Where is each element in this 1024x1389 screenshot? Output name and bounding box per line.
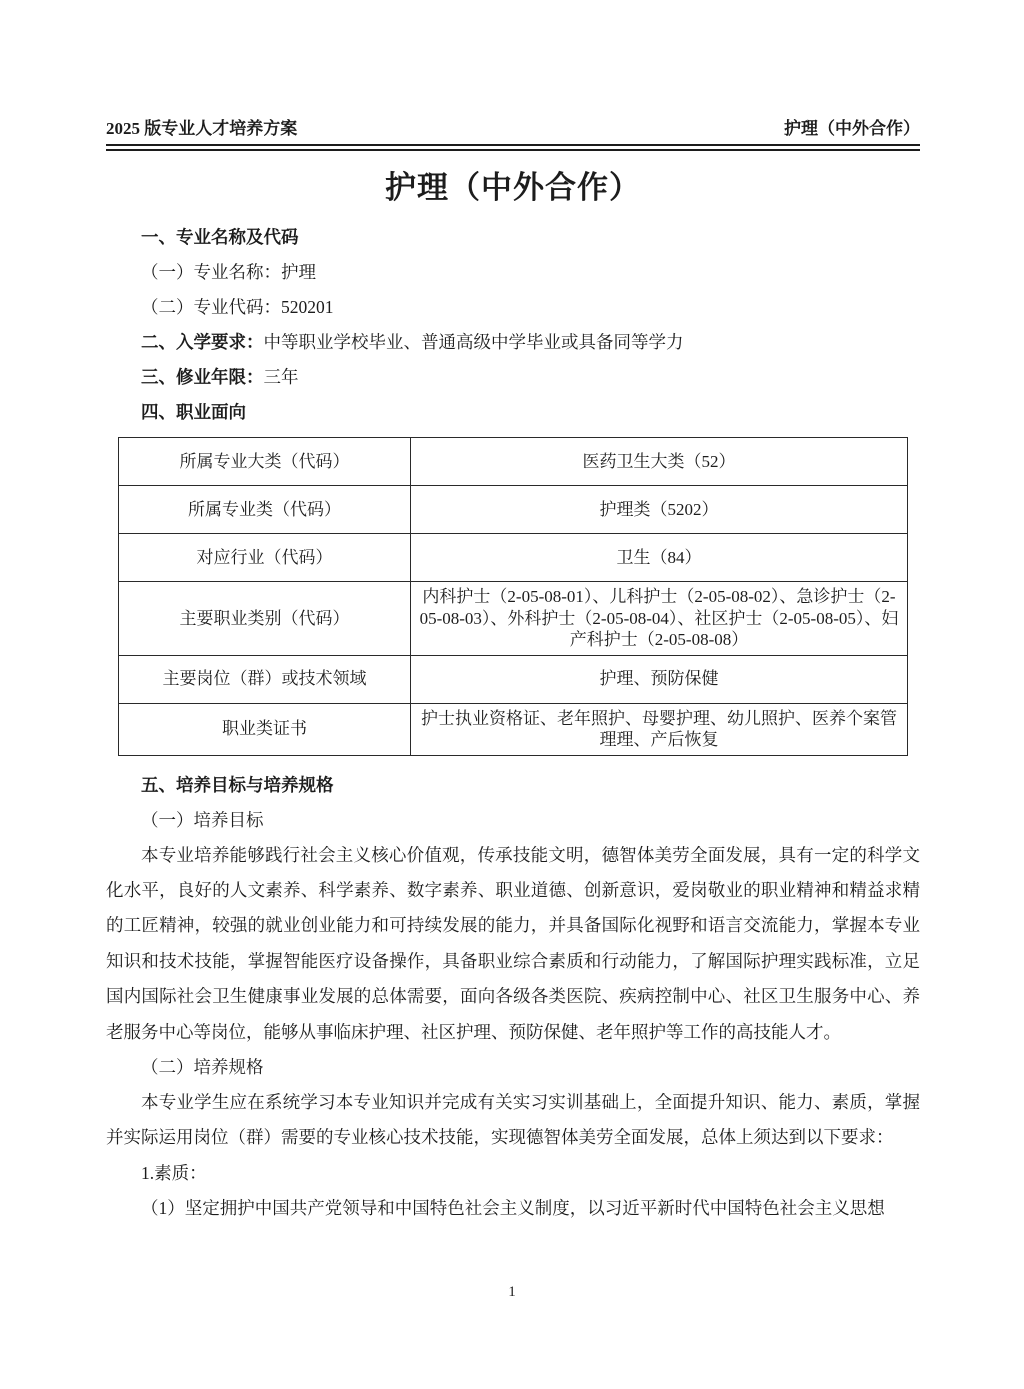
section-1-item-2: （二）专业代码：520201 [141,297,334,317]
section-3-label: 三、修业年限： [141,367,264,387]
table-row [119,534,908,582]
page-header [106,118,920,139]
table-row [119,703,908,755]
table-row-value: 卫生（84） [411,534,908,582]
section-3-text: 三年 [263,367,299,387]
section-3-line [106,360,920,395]
section-1-heading: 一、专业名称及代码 [141,227,299,247]
table-row [119,438,908,486]
section-2-text: 中等职业学校毕业、普通高级中学毕业或具备同等学力 [263,332,684,352]
table-row-label: 对应行业（代码） [119,534,411,582]
table-row-label: 职业类证书 [119,703,411,755]
page-number: 1 [508,1284,516,1300]
quality-heading: 1.素质： [141,1162,207,1183]
page-title: 护理（中外合作） [385,170,641,205]
training-spec-paragraph: 本专业学生应在系统学习本专业知识并完成有关实习实训基础上，全面提升知识、能力、素质，掌握并实际运用岗位（群）需要的专业核心技术技能，实现德智体美劳全面发展，总体上须达到以下要求： [106,1091,920,1148]
career-orientation-table [118,437,908,756]
table-row-value: 内科护士（2-05-08-01）、儿科护士（2-05-08-02）、急诊护士（2-05-08-03）、外科护士（2-05-08-04）、社区护士（2-05-08-05）、妇产科护士（2-05-08-08） [411,582,908,656]
table-row [119,655,908,703]
table-row-value: 护理类（5202） [411,486,908,534]
header-rule [106,144,920,151]
table-row-label: 所属专业大类（代码） [119,438,411,486]
section-1-item-1: （一）专业名称：护理 [141,262,316,282]
section-5 [106,768,920,1226]
table-row [119,582,908,656]
section-5-sub-1: （一）培养目标 [141,809,264,830]
table-row-label: 主要岗位（群）或技术领域 [119,655,411,703]
section-5-heading: 五、培养目标与培养规格 [141,774,334,795]
section-5-sub-2: （二）培养规格 [141,1056,264,1077]
table-row-value: 护士执业资格证、老年照护、母婴护理、幼儿照护、医养个案管理理、产后恢复 [411,703,908,755]
header-left-text: 2025 版专业人才培养方案 [106,119,298,138]
table-row-value: 护理、预防保健 [411,655,908,703]
section-2-line [106,325,920,360]
table-row [119,486,908,534]
table-row-label: 所属专业类（代码） [119,486,411,534]
quality-item-1: （1）坚定拥护中国共产党领导和中国特色社会主义制度，以习近平新时代中国特色社会主义思想 [141,1197,885,1218]
section-2-label: 二、入学要求： [141,332,264,352]
table-row-value: 医药卫生大类（52） [411,438,908,486]
table-row-label: 主要职业类别（代码） [119,582,411,656]
section-4-heading: 四、职业面向 [141,402,246,422]
training-objective-paragraph: 本专业培养能够践行社会主义核心价值观，传承技能文明，德智体美劳全面发展，具有一定的科学文化水平，良好的人文素养、科学素养、数字素养、职业道德、创新意识，爱岗敬业的职业精神和精益求精的工匠精神，较强的就业创业能力和可持续发展的能力，并具备国际化视野和语言交流能力，掌握本专业知识和技术技能，掌握智能医疗设备操作，具备职业综合素质和行动能力，了解国际护理实践标准，立足国内国际社会卫生健康事业发展的总体需要，面向各级各类医院、疾病控制中心、社区卫生服务中心、养老服务中心等岗位，能够从事临床护理、社区护理、预防保健、老年照护等工作的高技能人才。 [106,844,920,1042]
header-right-text: 护理（中外合作） [784,119,920,138]
